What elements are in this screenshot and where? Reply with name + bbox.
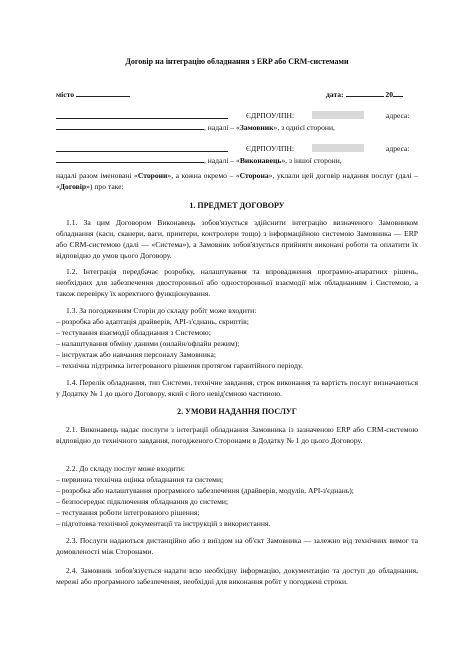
date-day-month-field[interactable]: [346, 88, 384, 97]
party2-role: Виконавець: [239, 156, 282, 165]
section2-p3: 2.3. Послуги надаються дистанційно або з виїздом на об'єкт Замовника — залежно від технічних вимог та домовленості між Сторонами.: [56, 536, 418, 556]
document-title: Договір на інтеграцію обладнання з ERP або CRM-системами: [125, 57, 349, 66]
party1-edrpou-field[interactable]: [312, 111, 364, 119]
section1-p4: 1.4. Перелік обладнання, тип Системи, технічне завдання, строк виконання та вартість послуг визначаються у Додатку № 1 до цього Договору, який є його невід'ємною частиною.: [56, 378, 418, 398]
party2-suffix-b: », з іншої сторони,: [281, 156, 342, 165]
party1-address-field[interactable]: [56, 121, 204, 130]
section2-p1: 2.1. Виконавець надає послуги з інтеграції обладнання Замовника із зазначеною ERP або CRM-системою відповідно до технічного завдання, погодженого Сторонами в Додатку № 1 до цього Договору.: [56, 425, 418, 445]
list-item: – підготовка технічної документації та інструкцій з використання.: [56, 519, 271, 528]
section1-p2: 1.2. Інтеграція передбачає розробку, налаштування та впровадження програмно-апаратних рішень, необхідних для забезпечення двосторонньої або односторонньої взаємодії між обладнанням і Системою, а також перевірку їх коректного функціонування.: [56, 267, 418, 298]
section1-list: [56, 316, 418, 371]
list-item: – інструктаж або навчання персоналу Замовника;: [56, 350, 216, 359]
list-item: – технічна підтримка інтегрованого рішення протягом гарантійного періоду.: [56, 361, 303, 370]
section2-p4: 2.4. Замовник зобов'язується надати всю необхідну інформацію, документацію та доступ до обладнання, мережі або програмного забезпечення, необхідні для виконання робіт у погоджені строки.: [56, 566, 418, 586]
section2-heading: 2. УМОВИ НАДАННЯ ПОСЛУГ: [177, 407, 297, 416]
city-line: [56, 88, 130, 100]
section2-p2: 2.2. До складу послуг може входити: – первинна технічна оцінка обладнання та системи; – розробка або налаштування програмного забезпечення (драйверів, модулів, API-з'єднань); – безпосереднє підключення обладнання до системи; – тестування роботи інтегрованого рішення; – підготовка технічної документації та інструкцій з використання.: [56, 463, 418, 529]
year-prefix: 20: [385, 90, 393, 99]
list-item: – тестування роботи інтегрованого рішення;: [56, 508, 200, 517]
party2-line2: [56, 154, 342, 166]
list-item: – безпосереднє підключення обладнання до системи;: [56, 497, 229, 506]
party1-suffix-a: , надалі – «: [204, 123, 240, 132]
party1-edrpou: [246, 110, 364, 121]
party2-suffix-a: , надалі – «: [204, 156, 240, 165]
city-label: місто: [56, 90, 75, 99]
party2-edrpou-field[interactable]: [312, 144, 364, 152]
party2-name-field[interactable]: [56, 143, 228, 152]
section2-list: [56, 474, 418, 529]
party2-address-field[interactable]: [56, 154, 204, 163]
party1-line2: [56, 121, 335, 133]
list-item: – розробка або налаштування програмного забезпечення (драйверів, модулів, API-з'єднань);: [56, 486, 354, 495]
party1-name-field[interactable]: [56, 110, 228, 119]
party1-edrpou-label: ЄДРПОУ/ІПН:: [246, 111, 295, 120]
date-line: [326, 88, 403, 100]
list-item: – налаштування обміну даними (онлайн/офлайн режим);: [56, 339, 240, 348]
intro-paragraph: надалі разом іменовані «Сторони», а кожна окремо – «Сторона», уклали цей договір надання послуг (далі – «Договір») про таке:: [56, 171, 418, 191]
list-item: – первинна технічна оцінка обладнання та системи;: [56, 475, 224, 484]
date-label: дата:: [326, 90, 344, 99]
list-item: – розробка або адаптація драйверів, API-з'єднань, скриптів;: [56, 317, 249, 326]
section1-p3: 1.3. За погодженням Сторін до складу робіт може входити: – розробка або адаптація драйверів, API-з'єднань, скриптів; – тестування взаємодії обладнання з Системою; – налаштування обміну даними (онлайн/офлайн режим); – інструктаж або навчання персоналу Замовника; – технічна підтримка інтегрованого рішення протягом гарантійного періоду.: [56, 305, 418, 371]
party1-role: Замовник: [239, 123, 274, 132]
party1-suffix-b: », з однієї сторони,: [273, 123, 335, 132]
list-item: – тестування взаємодії обладнання з Системою;: [56, 328, 211, 337]
year-field[interactable]: [393, 88, 403, 97]
party2-edrpou-label: ЄДРПОУ/ІПН:: [246, 144, 295, 153]
party2-address-label: адреса:: [386, 144, 410, 153]
section1-heading: 1. ПРЕДМЕТ ДОГОВОРУ: [189, 201, 285, 210]
party1-address-label: адреса:: [386, 111, 410, 120]
city-field[interactable]: [76, 88, 130, 97]
party2-edrpou: [246, 143, 364, 154]
section1-p1: 1.1. За цим Договором Виконавець зобов'язується здійснити інтеграцію визначеного Замовником обладнання (каси, сканери, ваги, принтери, контролери тощо) з інформаційною системою Замовника — ERP або CRM-системою (далі — «Система»), а Замовник зобов'язується прийняти виконані роботи та оплатити їх відповідно до умов цього Договору.: [56, 218, 418, 260]
